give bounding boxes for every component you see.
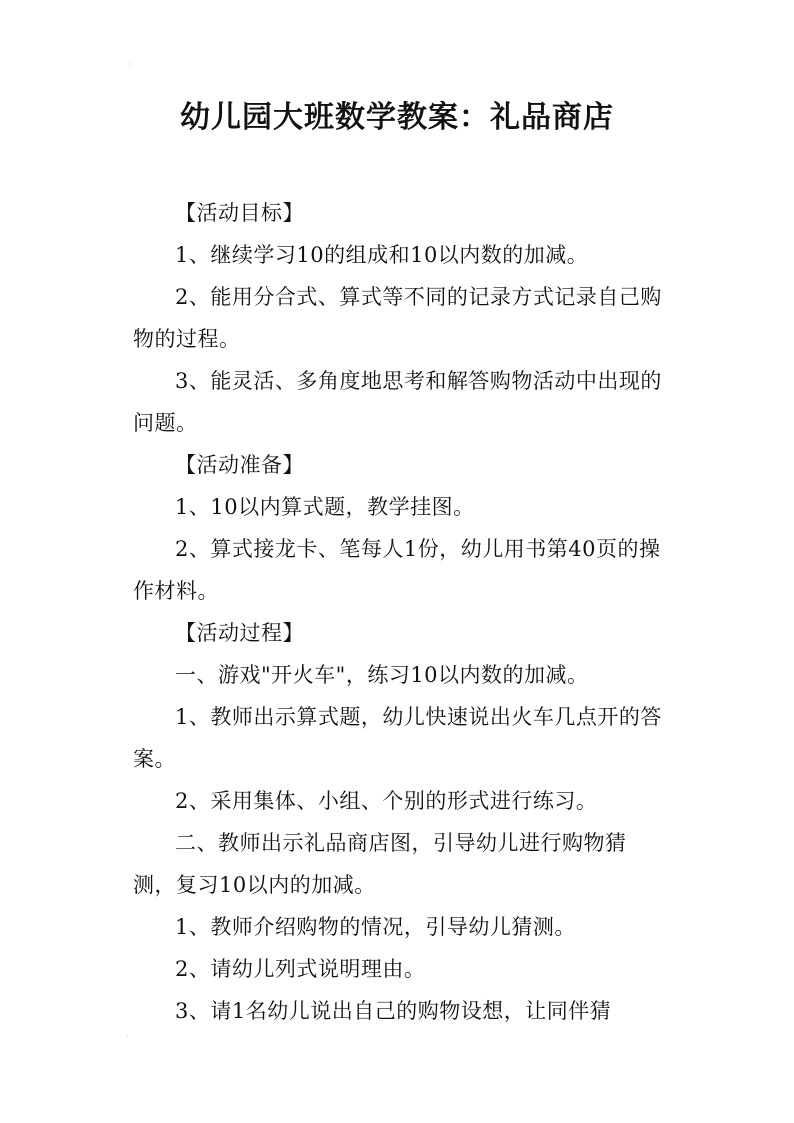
paragraph: 1、继续学习10的组成和10以内数的加减。 bbox=[175, 243, 589, 267]
section-heading-preparation: 【活动准备】 bbox=[175, 453, 304, 477]
paragraph: 二、教师出示礼品商店图，引导幼儿进行购物猜测，复习10以内的加减。 bbox=[133, 831, 627, 897]
corner-mark-icon: · bbox=[126, 1032, 129, 1041]
paragraph: 3、能灵活、多角度地思考和解答购物活动中出现的问题。 bbox=[133, 369, 662, 435]
paragraph: 一、游戏"开火车"，练习10以内数的加减。 bbox=[175, 663, 589, 687]
paragraph: 2、采用集体、小组、个别的形式进行练习。 bbox=[175, 789, 598, 813]
section-heading-goals: 【活动目标】 bbox=[175, 201, 304, 225]
paragraph: 2、请幼儿列式说明理由。 bbox=[175, 957, 426, 981]
paragraph: 1、教师介绍购物的情况，引导幼儿猜测。 bbox=[175, 915, 576, 939]
paragraph: 1、教师出示算式题，幼儿快速说出火车几点开的答案。 bbox=[133, 705, 662, 771]
paragraph: 3、请1名幼儿说出自己的购物设想，让同伴猜 bbox=[175, 999, 612, 1023]
section-heading-process: 【活动过程】 bbox=[175, 621, 304, 645]
paragraph: 1、10以内算式题，教学挂图。 bbox=[175, 495, 475, 519]
paragraph: 2、能用分合式、算式等不同的记录方式记录自己购物的过程。 bbox=[133, 285, 662, 351]
corner-mark-icon: · bbox=[128, 60, 131, 69]
document-body bbox=[133, 192, 663, 1032]
paragraph: 2、算式接龙卡、笔每人1份，幼儿用书第40页的操作材料。 bbox=[133, 537, 661, 603]
page-title: 幼儿园大班数学教案：礼品商店 bbox=[180, 100, 614, 135]
